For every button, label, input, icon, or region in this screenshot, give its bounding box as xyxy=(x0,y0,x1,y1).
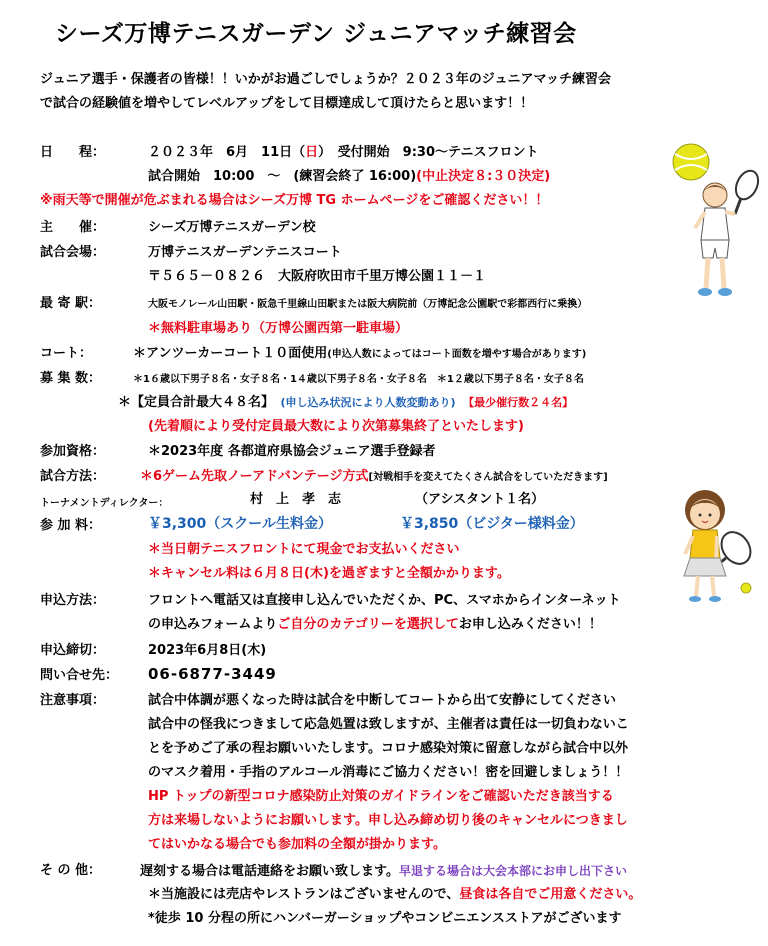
other-early: 早退する場合は大会本部にお申し出下さい xyxy=(398,864,627,878)
notes-red-line-2: 方は来場しないようにお願いします。申し込み締め切り後のキャンセルにつきまし xyxy=(148,813,628,828)
notes-line-3: とを予めご了承の程お願いいたします。コロナ感染対策に留意しながら試合中以外 xyxy=(148,741,628,756)
intro-line-1: ジュニア選手・保護者の皆様！！いかがお過ごしでしょうか？２０２３年のジュニアマッチ練習会 xyxy=(40,72,611,87)
parking-note: ＊無料駐車場あり（万博公園西第一駐車場） xyxy=(148,321,409,336)
cancel-time: (中止決定８:３０決定) xyxy=(416,169,551,184)
format-value: ＊6ゲーム先取ノーアドバンテージ方式[対戦相手を変えてたくさん試合をしていただきます] xyxy=(140,469,608,484)
schedule-label: 日 程： xyxy=(40,145,106,160)
rain-notice: ※雨天等で開催が危ぶまれる場合はシーズ万博 TG ホームページをご確認ください！！ xyxy=(40,193,549,208)
fee-school: ￥3,300（スクール生料金） xyxy=(148,516,333,532)
contact-phone: 06-6877-3449 xyxy=(148,665,277,683)
fee-visitor: ￥3,850（ビジター様料金） xyxy=(400,516,584,532)
other-walk: *徒歩 10 分程の所にハンバーガーショップやコンビニエンスストアがございます xyxy=(148,911,622,926)
apply-line-1: フロントへ電話又は直接申し込んでいただくか、PC、スマホからインターネット xyxy=(148,593,621,608)
schedule-day: 日 xyxy=(305,145,319,160)
girl-tennis-player-icon xyxy=(660,478,760,608)
format-label: 試合方法： xyxy=(40,469,106,484)
fee-cancel: ＊キャンセル料は６月８日(木)を過ぎますと全額かかります。 xyxy=(148,566,510,581)
director-assistant: （アシスタント１名） xyxy=(415,492,545,507)
recruit-label: 募 集 数： xyxy=(40,371,102,386)
schedule-date: ２０２３年 6月 11日（日） 受付開始 9:30～テニスフロント xyxy=(148,145,539,160)
other-late: 遅刻する場合は電話連絡をお願い致します。早退する場合は大会本部にお申し出下さい xyxy=(140,864,627,879)
director-label: トーナメントディレクター： xyxy=(40,498,169,509)
intro-line-2: で試合の経験値を増やしてレベルアップをして目標達成して頂けたらと思います！！ xyxy=(40,96,534,111)
director-name: 村 上 孝 志 xyxy=(250,492,342,507)
notes-line-1: 試合中体調が悪くなった時は試合を中断してコートから出て安静にしてください xyxy=(148,693,617,708)
deadline-value: 2023年6月8日(木) xyxy=(148,643,267,658)
eligibility-value: ＊2023年度 各都道府県協会ジュニア選手登録者 xyxy=(148,444,436,459)
notes-label: 注意事項： xyxy=(40,693,106,708)
venue-address: 〒５６５－０８２６ 大阪府吹田市千里万博公園１１－１ xyxy=(148,269,487,284)
notes-line-2: 試合中の怪我につきまして応急処置は致しますが、主催者は責任は一切負わないこ xyxy=(148,717,629,732)
station-label: 最 寄 駅： xyxy=(40,296,102,311)
deadline-label: 申込締切： xyxy=(40,643,106,658)
fee-label: 参 加 料： xyxy=(40,518,102,533)
station-value: 大阪モノレール山田駅・阪急千里線山田駅または阪大病院前（万博記念公園駅で彩都西行に乗換） xyxy=(148,299,588,310)
recruit-value: ＊1６歳以下男子８名・女子８名・1４歳以下男子８名・女子８名 ＊1２歳以下男子８名・女子８名 xyxy=(133,374,584,385)
eligibility-label: 参加資格： xyxy=(40,444,106,459)
tennis-ball-icon xyxy=(673,144,709,180)
notes-red-line-3: てはいかなる場合でも参加料の全額が掛かります。 xyxy=(148,837,446,852)
notes-line-4: のマスク着用・手指のアルコール消毒にご協力ください！密を回避しましょう！！ xyxy=(148,765,629,780)
recruit-total: ＊【定員合計最大４８名】 (申し込み状況により人数変動あり) 【最少催行数２４名】 xyxy=(118,395,574,410)
other-label: そ の 他： xyxy=(40,863,102,878)
apply-line-2: の申込みフォームよりご自分のカテゴリーを選択してお申し込みください！！ xyxy=(148,617,602,632)
boy-tennis-player-icon xyxy=(665,140,765,310)
court-value: ＊アンツーカーコート１０面使用(申込人数によってはコート面数を増やす場合があります) xyxy=(133,346,587,361)
match-start: 試合開始 10:00 ～ (練習会終了 16:00)(中止決定８:３０決定) xyxy=(148,169,551,184)
venue-label: 試合会場： xyxy=(40,245,106,260)
apply-label: 申込方法： xyxy=(40,593,106,608)
venue-name: 万博テニスガーデンテニスコート xyxy=(148,245,342,260)
organizer-value: シーズ万博テニスガーデン校 xyxy=(148,220,316,235)
notes-red-line-1: HP トップの新型コロナ感染防止対策のガイドラインをご確認いただき該当する xyxy=(148,789,614,804)
organizer-label: 主 催： xyxy=(40,220,106,235)
first-come-note: (先着順により受付定員最大数により次第募集終了といたします) xyxy=(148,419,524,434)
page-title: シーズ万博テニスガーデン ジュニアマッチ練習会 xyxy=(55,21,577,47)
other-no-shop: ＊当施設には売店やレストランはございませんので、昼食は各自でご用意ください。 xyxy=(148,887,642,902)
contact-label: 問い合せ先： xyxy=(40,668,119,683)
recruit-minimum: 【最少催行数２４名】 xyxy=(468,396,574,409)
court-label: コート： xyxy=(40,346,93,361)
recruit-total-note: (申し込み状況により人数変動あり) xyxy=(280,396,456,409)
fee-payment: ＊当日朝テニスフロントにて現金でお支払いください xyxy=(148,542,460,557)
